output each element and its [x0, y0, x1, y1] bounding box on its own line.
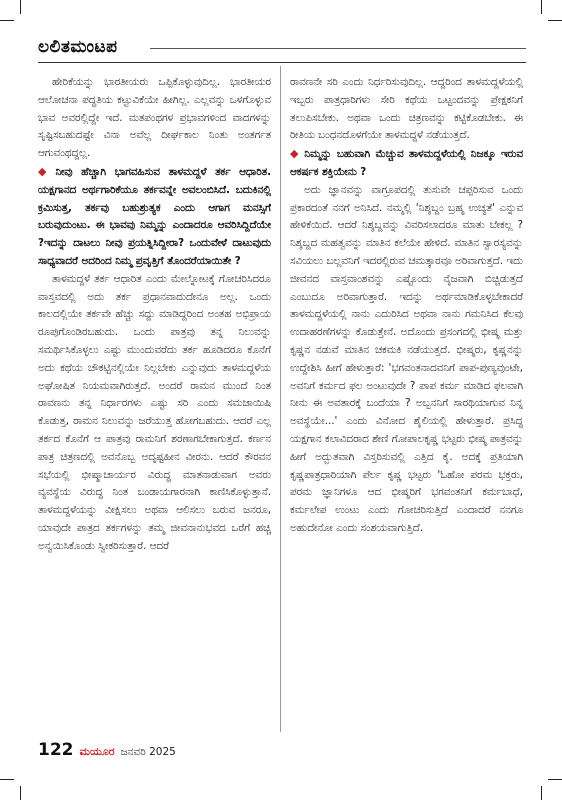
header-rule	[150, 48, 526, 49]
section-title: ಲಲಿತಮಂಟಪ	[38, 37, 118, 57]
magazine-name: ಮಯೂರ	[79, 745, 115, 758]
page-number: 122	[38, 740, 74, 760]
right-column	[290, 74, 523, 729]
crop-mark	[541, 786, 542, 800]
paragraph: ಅದು ಜ್ಞಾನವನ್ನು ವಾಗ್ರೂಪದಲ್ಲಿ ತುಸುವೇ ಚಪ್ಪರಿಸುವ ಒಂದು ಪ್ರಕಾರದಂತೆ ನನಗೆ ಅನಿಸಿದೆ. ನಮ್ಮಲ್ಲಿ 'ನಿಶ್ಶಬ್ದಂ ಬ್ರಹ್ಮ ಉಚ್ಯತೆ' ಎನ್ನುವ ಹೇಳಿಕೆಯಿದೆ. ಆದರೆ ನಿಶ್ಶಬ್ದವನ್ನು ವಿವರಿಸಲಾದರೂ ಮಾತು ಬೇಕಲ್ಲ ? ನಿಶ್ಶಬ್ದದ ಮಹತ್ವವನ್ನು ಮಾತಿನ ಕಲೆಯೇ ಹೇಳಿದೆ. ಮಾತಿನ ಸ್ವಾರಸ್ಯವನ್ನು ಸವಿಯಲು ಬಲ್ಲವನಿಗೆ ಇದರಲ್ಲಿರುವ ಚಮತ್ಕಾರವೂ ಅರಿವಾಗುತ್ತದೆ. ಇದು ಜೀವನದ ವಾಸ್ತವಾಂಶವನ್ನು ಎಷ್ಟೊಂದು ನೈಜವಾಗಿ ಬಿಚ್ಚಿಡುತ್ತದೆ ಎಂಬುದೂ ಅರಿವಾಗುತ್ತಾರೆ. ಇದನ್ನು ಅರ್ಥಮಾಡಿಕೊಳ್ಳಬೇಕಾದರೆ ತಾಳಮದ್ದಳೆಯಲ್ಲಿ ನಾನು ಎದುರಿಸಿದ ಅಥವಾ ನಾನು ಗಮನಿಸಿದ ಕೆಲವು ಉದಾಹರಣೆಗಳನ್ನು ಕೊಡುತ್ತೇನೆ. ಅದೊಂದು ಪ್ರಸಂಗದಲ್ಲಿ ಭೀಷ್ಮ ಮತ್ತು ಕೃಷ್ಣನ ನಡುವೆ ಮಾತಿನ ಚಕಮಕಿ ನಡೆಯುತ್ತದೆ. ಭೀಷ್ಮರು, ಕೃಷ್ಣನನ್ನು ಉದ್ದೇಶಿಸಿ ಹೀಗೆ ಹೇಳುತ್ತಾರೆ: 'ಭಗವಂತನಾದವನಿಗೆ ಪಾಪ-ಪುಣ್ಯವುಂಟೇ, ಅವನಿಗೆ ಕರ್ಮದ ಫಲ ಅಂಟುವುದೇ ? ಪಾಪ ಕರ್ಮ ಮಾಡಿದ ಫಲವಾಗಿ ನೀನು ಈ ಅವತಾರಕ್ಕೆ ಬಂದೆಯಾ ? ಅಬ್ಬನನಿಗೆ ಸಾರಥಿಯಾಗುವ ನಿನ್ನ ಅವಸ್ಥೆಯೇ...' ಎಂದು ವಿನೋದ ಶೈಲಿಯಲ್ಲಿ ಹೇಳುತ್ತಾರೆ. ಪ್ರಸಿದ್ಧ ಯಕ್ಷಗಾನ ಕಲಾವಿದರಾದ ಶೇಣಿ ಗೋಪಾಲಕೃಷ್ಣ ಭಟ್ಟರು ಭೀಷ್ಮ ಪಾತ್ರವನ್ನು ಹೀಗೆ ಅದ್ಭುತವಾಗಿ ವಿಸ್ತರಿಸುವಲ್ಲಿ ಎತ್ತಿದ ಕೈ. ಅದಕ್ಕೆ ಪ್ರತಿಯಾಗಿ ಕೃಷ್ಣಪಾತ್ರಧಾರಿಯಾಗಿ ಪೆರ್ಲ ಕೃಷ್ಣ ಭಟ್ಟರು 'ಓಹೋ ಪರಮ ಭಕ್ತರು, ಪರಮ ಜ್ಞಾನಿಗಳೂ ಆದ ಭೀಷ್ಮರಿಗೆ ಭಗವಂತನಿಗೆ ಕರ್ಮಬಾಧೆ, ಕರ್ಮಲೇಪ ಉಂಟು ಎಂದು ಗೋಚರಿಸುತ್ತಿದೆ ಎಂದಾದರೆ ನನಗೂ ಅಹುದೇನೋ ಎಂದು ಸಂಶಯವಾಗುತ್ತಿದೆ.	[290, 183, 523, 534]
paragraph: ತಾಳಮದ್ದಳೆ ತರ್ಕ ಆಧಾರಿತ ಎಂದು ಮೇಲ್ನೋಟಕ್ಕೆ ಗೋಚರಿಸಿದರೂ ವಾಸ್ತವದಲ್ಲಿ ಅದು ತರ್ಕ ಪ್ರಧಾನವಾದುದೇನೂ ಅಲ್ಲ. ಒಂದು ಕಾಲದಲ್ಲಿಯೇ ತರ್ಕವೇ ಹೆಚ್ಚು ಸದ್ದು ಮಾಡಿದ್ದರಿಂದ ಅಂತಹ ಅಭಿಪ್ರಾಯ ರೂಪುಗೊಂಡಿರಬಹುದು. ಒಂದು ಪಾತ್ರವು ತನ್ನ ನಿಲುವನ್ನು ಸಮರ್ಥಿಸಿಕೊಳ್ಳಲು ಎಷ್ಟು ಮುಂದುವರೆದು ತರ್ಕ ಹೂಡಿದರೂ ಕೊನೆಗೆ ಅದು ಕಥೆಯ ಚೌಕಟ್ಟಿನಲ್ಲಿಯೇ ನಿಲ್ಲಬೇಕು ಎನ್ನುವುದು ತಾಳಮದ್ದಳೆಯ ಅಘೋಷಿತ ನಿಯಮವಾಗಿರುತ್ತದೆ. ಅಂದರೆ ರಾಮನ ಮುಂದೆ ನಿಂತ ರಾವಣನು ತನ್ನ ನಿರ್ಧಾರಗಳು ಎಷ್ಟು ಸರಿ ಎಂದು ಸಮಜಾಯಿಷಿ ಕೊಡುತ್ತ, ರಾಮನ ನಿಲುವನ್ನು ಜರೆಯುತ್ತ ಹೋಗಬಹುದು. ಆದರೆ ಎಲ್ಲ ತರ್ಕದ ಕೊನೆಗೆ ಆ ಪಾತ್ರವು ರಾಮನಿಗೆ ಶರಣಾಗಬೇಕಾಗುತ್ತದೆ. ಕರ್ಣನ ಪಾತ್ರ ಚಿತ್ರಣದಲ್ಲಿ ಅವನೊಬ್ಬ ಅದೃಷ್ಟಹೀನ ವೀರನು. ಆದರೆ ಕೌರವನ ಸಭೆಯಲ್ಲಿ ಭೀಷ್ಮಾಚಾರ್ಯರ ವಿರುದ್ಧ ಮಾತನಾಡುವಾಗ ಅವರು ವ್ಯವಸ್ಥೆಯ ವಿರುದ್ಧ ನಿಂತ ಬಂಡಾಯಗಾರನಾಗಿ ಕಾಣಿಸಿಕೊಳ್ಳುತ್ತಾನೆ. ತಾಳಮದ್ದಳೆಯನ್ನು ವೀಕ್ಷಿಸಲು ಅಥವಾ ಆಲಿಸಲು ಬರುವ ಜನರೂ, ಯಾವುದೇ ಪಾತ್ರದ ತರ್ಕಗಳನ್ನು ತಮ್ಮ ಜೀವನಾನುಭವದ ಒರೆಗೆ ಹಚ್ಚಿ ಅನ್ವಯಿಸಿಕೊಂಡು ಸ್ವೀಕರಿಸುತ್ತಾರೆ. ಆದರೆ	[38, 272, 271, 552]
issue-date: ಜನವರಿ 2025	[120, 746, 176, 758]
interview-question	[38, 163, 271, 271]
crop-mark	[541, 0, 542, 14]
left-column	[38, 74, 271, 729]
interview-question	[290, 145, 523, 182]
column-divider	[280, 66, 281, 732]
question-text: ನೀವು ಹೆಚ್ಚಾಗಿ ಭಾಗವಹಿಸುವ ತಾಳಮದ್ದಳೆ ತರ್ಕ ಆಧಾರಿತ. ಯಕ್ಷಗಾನದ ಅರ್ಥಗಾರಿಕೆಯೂ ತರ್ಕವನ್ನೇ ಅವಲಂಬಿಸಿದೆ. ಬದುಕಿನಲ್ಲಿ ಕ್ರಮಿಸುತ್ತ, ತರ್ಕವು ಬಹುಶ್ರುತ್ಯಕ ಎಂದು ಆಗಾಗ ಮನಸ್ಸಿಗೆ ಬರುವುದುಂಟು. ಈ ಭಾವವು ನಿಮ್ಮನ್ನು ಎಂದಾದರೂ ಆವರಿಸಿದ್ದಿದೆಯೇ ?ಇದನ್ನು ದಾಟಲು ನೀವು ಪ್ರಯತ್ನಿಸಿದ್ದೀರಾ? ಒಂದುವೇಳೆ ದಾಟುವುದು ಸಾಧ್ಯವಾದರೆ ಅದರಿಂದ ನಿಮ್ಮ ಪ್ರವೃತ್ತಿಗೆ ತೊಂದರೆಯಾಯಿತೇ ?	[38, 165, 271, 267]
crop-mark	[0, 779, 14, 780]
crop-mark	[20, 786, 21, 800]
diamond-bullet-icon: ◆	[38, 164, 52, 178]
question-text: ನಿಮ್ಮನ್ನು ಬಹುವಾಗಿ ಮೆಚ್ಚುವ ತಾಳಮದ್ದಳೆಯಲ್ಲಿ ನಿಜಕ್ಕೂ ಇರುವ ಆಕರ್ಷಕ ಶಕ್ತಿಯೇನು ?	[290, 148, 523, 178]
section-header	[38, 36, 526, 63]
page-footer	[38, 740, 176, 762]
diamond-bullet-icon: ◆	[290, 147, 301, 161]
crop-mark	[0, 20, 14, 21]
paragraph: ರಾವಣನೇ ಸರಿ ಎಂದು ನಿರ್ಧರಿಸುವುದಿಲ್ಲ. ಆದ್ದರಿಂದ ತಾಳಮದ್ದಳೆಯಲ್ಲಿ ಇಬ್ಬರು ಪಾತ್ರಧಾರಿಗಳು ಸೇರಿ ಕಥೆಯ ಒಟ್ಟಂದವನ್ನು ಪ್ರೇಕ್ಷಕನಿಗೆ ತಲುಪಿಸಬೇಕು. ಅಥವಾ ಒಂದು ಚಿತ್ರಣವನ್ನು ಕಟ್ಟಿಕೊಡಬೇಕು. ಈ ರೀತಿಯ ಬಂಧನದೊಳಗೆಯೇ ತಾಳಮದ್ದಳೆ ನಡೆಯುತ್ತದೆ.	[290, 76, 523, 142]
crop-mark	[548, 20, 562, 21]
crop-mark	[20, 0, 21, 14]
paragraph: ಹೇರಿಕೆಯನ್ನು ಭಾರತೀಯರು ಒಪ್ಪಿಕೊಳ್ಳುವುದಿಲ್ಲ. ಭಾರತೀಯರ ಆಲೋಚನಾ ಪದ್ಧತಿಯ ಕಟ್ಟುವಿಕೆಯೇ ಹೀಗಿಲ್ಲ. ಎಲ್ಲವನ್ನು ಒಳಗೊಳ್ಳುವ ಭಾವ ಅವರಲ್ಲಿದ್ದೇ ಇದೆ. ಮತಪಂಥಗಳ ಪ್ರಭಾವಗಳಿಂದ ವಾದಗಳನ್ನು ಸೃಷ್ಟಿಸಬಹುದಷ್ಟೇ ವಿನಾ ಅವೆಲ್ಲ ದೀರ್ಘಕಾಲ ನಿಂತು ಅಂತರ್ಗತ ಆಗುವಂಥದ್ದಲ್ಲ.	[38, 76, 271, 160]
crop-mark	[548, 779, 562, 780]
